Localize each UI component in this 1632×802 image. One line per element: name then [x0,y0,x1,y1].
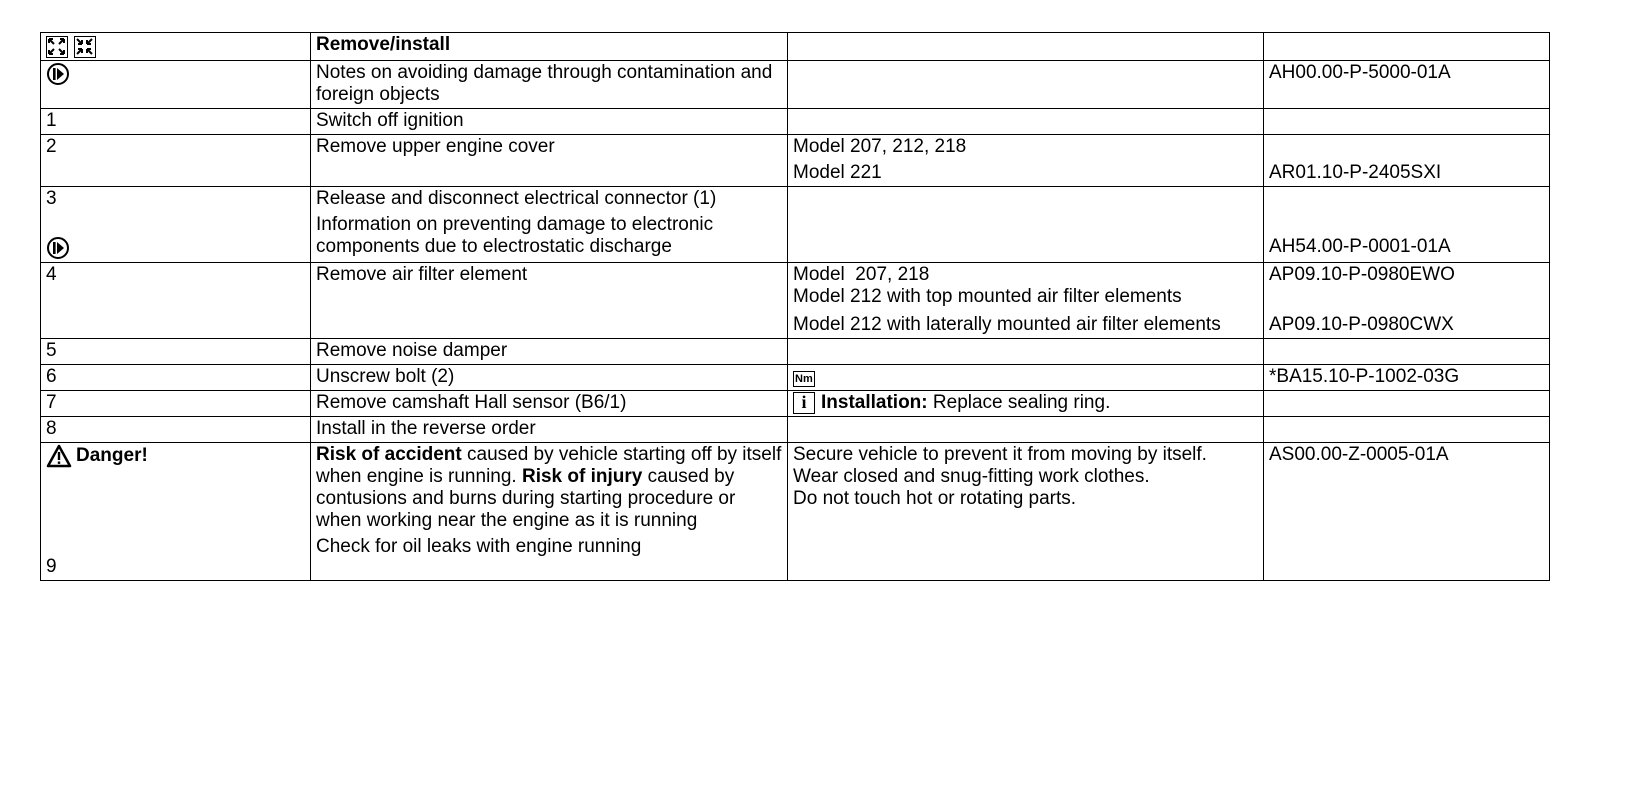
step-number: 8 [41,417,311,443]
table-row-notes [41,61,1550,109]
table-row-step-8 [41,417,1550,443]
note-icon-cell [41,61,311,109]
procedure-table [40,32,1550,581]
step-text: Remove noise damper [311,339,788,365]
note-icon [46,62,70,86]
esd-text: Information on preventing damage to electronic components due to electrostatic discharge [316,214,714,258]
step-number: 3 [46,188,57,210]
step-3-text [311,187,788,263]
step-number: 2 [41,135,311,187]
notes-empty [788,61,1264,109]
info-label: Installation: [821,392,928,414]
step-number: 4 [41,263,311,339]
step-number: 5 [41,339,311,365]
table-row-step-5 [41,339,1550,365]
step-text: Unscrew bolt (2) [311,365,788,391]
step-text: Switch off ignition [311,109,788,135]
step-3-refs [1264,187,1550,263]
torque-cell [788,365,1264,391]
step-text: Remove upper engine cover [311,135,788,187]
step-4-models [788,263,1264,339]
remove-icon [46,36,68,58]
step-2-models [788,135,1264,187]
ref-link[interactable]: AP09.10-P-0980EWO [1269,264,1455,286]
danger-left [41,443,311,581]
install-icon [74,36,96,58]
info-cell [788,391,1264,417]
ref-link[interactable]: AR01.10-P-2405SXI [1269,162,1442,184]
note-icon [46,236,70,260]
step-text: Remove air filter element [311,263,788,339]
model-line: Model 212 with top mounted air filter elements [793,286,1182,308]
step-number: 1 [41,109,311,135]
notes-ref[interactable]: AH00.00-P-5000-01A [1264,61,1550,109]
step-3-left [41,187,311,263]
step-text: Check for oil leaks with engine running [316,536,642,558]
table-row-step-6 [41,365,1550,391]
step-number: 6 [41,365,311,391]
info-icon: i [793,392,815,414]
table-row-step-7 [41,391,1550,417]
header-empty-3 [788,33,1264,61]
step-text: Release and disconnect electrical connector (1) [316,188,717,210]
header-empty-4 [1264,33,1550,61]
step-2-refs [1264,135,1550,187]
danger-label: Danger! [46,444,148,468]
ref-link[interactable]: AH54.00-P-0001-01A [1269,236,1451,258]
risk-text: Risk of accident caused by vehicle starting off by itself when engine is running. Risk of injury caused by contusions and burns during starting procedure or when working near the engine as it is running [316,444,782,532]
table-row-step-2 [41,135,1550,187]
ref-link[interactable]: AS00.00-Z-0005-01A [1264,443,1550,581]
model-line: Model 212 with laterally mounted air filter elements [793,314,1221,336]
step-4-refs [1264,263,1550,339]
notes-text: Notes on avoiding damage through contamination and foreign objects [311,61,788,109]
step-number: 9 [46,556,57,578]
torque-icon: Nm [795,372,813,385]
ref-link[interactable]: *BA15.10-P-1002-03G [1264,365,1550,391]
danger-measures [788,443,1264,581]
step-text: Remove camshaft Hall sensor (B6/1) [311,391,788,417]
model-line: Model 221 [793,162,882,184]
warning-triangle-icon [46,444,72,468]
measure-line: Wear closed and snug-fitting work clothes. [793,466,1150,488]
model-line: Model 207, 218 [793,264,930,286]
step-text: Install in the reverse order [311,417,788,443]
table-row-step-1 [41,109,1550,135]
header-title: Remove/install [311,33,788,61]
info-text: Replace sealing ring. [932,392,1111,414]
table-row-step-3 [41,187,1550,263]
measure-line: Secure vehicle to prevent it from moving by itself. [793,444,1207,466]
model-line: Model 207, 212, 218 [793,136,967,158]
table-row-header [41,33,1550,61]
danger-risk [311,443,788,581]
table-row-step-4 [41,263,1550,339]
table-row-danger [41,443,1550,581]
ref-link[interactable]: AP09.10-P-0980CWX [1269,314,1454,336]
step-number: 7 [41,391,311,417]
measure-line: Do not touch hot or rotating parts. [793,488,1077,510]
header-icons-cell [41,33,311,61]
